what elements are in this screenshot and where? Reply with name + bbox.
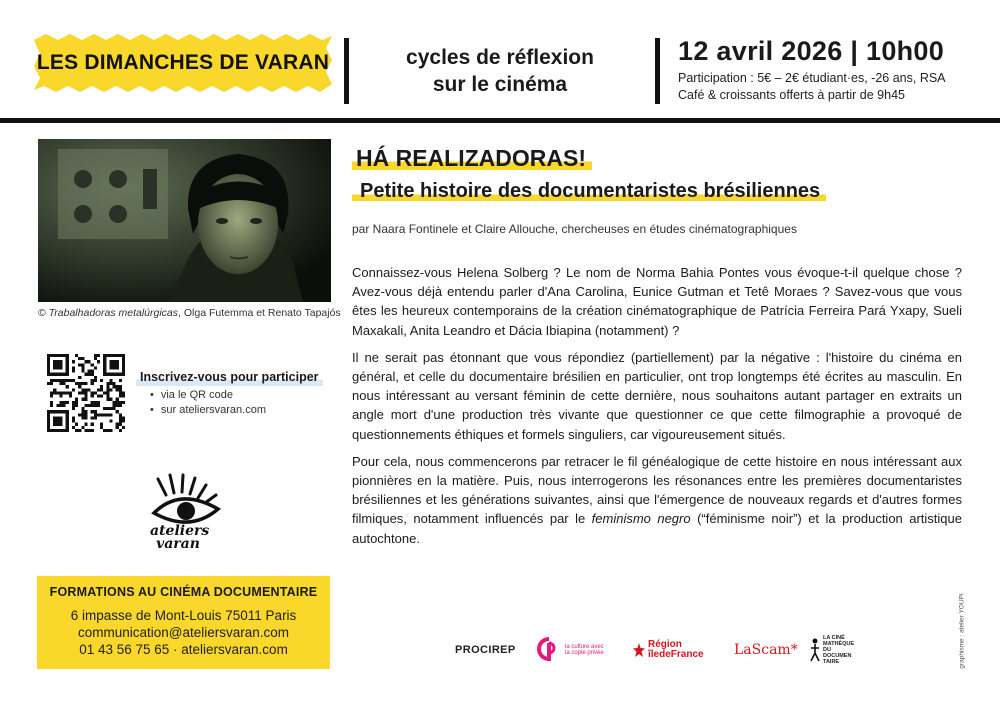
- ateliers-varan-wordmark: [150, 523, 210, 552]
- film-still-photo: [38, 139, 331, 302]
- cine-line: DOCUMEN: [823, 653, 852, 659]
- film-still-illustration: [38, 139, 331, 302]
- procirep-label: PROCIREP: [455, 644, 516, 656]
- article-subtitle: Petite histoire des documentaristes brésiliennes: [352, 180, 826, 203]
- formations-phone-web[interactable]: 01 43 56 75 65 · ateliersvaran.com: [79, 642, 288, 657]
- formations-title: FORMATIONS AU CINÉMA DOCUMENTAIRE: [49, 585, 318, 599]
- copie-privee-logo: [537, 630, 604, 670]
- lascam-logo: [734, 630, 798, 670]
- tagline-line-2: sur le cinéma: [432, 73, 568, 96]
- caption-film-title: Trabalhadoras metalúrgicas: [48, 307, 179, 319]
- copie-line-2: la copie privée: [565, 650, 604, 656]
- formations-email[interactable]: communication@ateliersvaran.com: [77, 625, 290, 640]
- signup-item[interactable]: • sur ateliersvaran.com: [150, 403, 266, 418]
- varan-sundays-logo: [34, 34, 332, 92]
- copie-privee-text: [565, 644, 604, 657]
- participation-info: [678, 70, 946, 104]
- cinematheque-text: [823, 635, 854, 665]
- paragraph-2: Il ne serait pas étonnant que vous répondiez (partiellement) par la négative : l'histoire du cinéma en général, et celle du documentaire brésilien en particulier, ont trop longtemps été écrites au masculin. En nous intéressant au versant féminin de cette dernière, nous souhaitons autant partager en extraits un angle mort d'une production très vivante que questionner ce que cette filmographie a provoqué de questionnements éthiques et formels singuliers, car vigoureusement situés.: [352, 349, 962, 442]
- tagline-line-1: cycles de réflexion: [406, 46, 594, 69]
- event-date: 12 avril 2026 | 10h00: [678, 36, 945, 66]
- copie-line-1: la culture avec: [565, 643, 604, 650]
- cine-line: DU: [823, 647, 831, 653]
- photo-caption: [38, 307, 341, 319]
- participation-price: Participation : 5€ – 2€ étudiant·es, -26 ans, RSA: [678, 71, 946, 85]
- cine-line: TAIRE: [823, 659, 840, 665]
- cine-line: LA CINÉ: [823, 635, 845, 641]
- design-credit-text: graphisme : atelier YOUPI: [958, 593, 966, 669]
- copie-privee-icon: [537, 637, 561, 663]
- cine-line: MATHÈQUE: [823, 641, 855, 647]
- series-tagline: [390, 44, 610, 98]
- signup-title: Inscrivez-vous pour participer: [136, 370, 323, 386]
- region-idf-logo: [633, 630, 704, 670]
- signup-list: [150, 388, 266, 418]
- cafe-info: Café & croissants offerts à partir de 9h45: [678, 88, 905, 102]
- paragraph-3-part-a: Pour cela, nous commencerons par retracer le fil généalogique de cette histoire en nous intéressant aux pionnières en la matière. Puis, nous interrogerons les résonances entre les premières documentaristes brésiliennes et les générations suivantes, ainsi que l'émergence de nouveaux regards et d'autres formes filmiques, notamment influencés par le: [352, 453, 962, 527]
- region-star-icon: [633, 643, 645, 657]
- article-byline: par Naara Fontinele et Claire Allouche, chercheuses en études cinématographiques: [352, 222, 797, 236]
- procirep-logo: [455, 630, 516, 670]
- cinematheque-figure-icon: [810, 638, 820, 662]
- design-credit: [957, 592, 967, 670]
- partner-logos: [455, 630, 875, 670]
- header-divider: [344, 38, 349, 104]
- caption-prefix: ©: [38, 307, 49, 319]
- formations-box: [37, 576, 330, 669]
- wordmark-line-2: varan: [156, 536, 200, 552]
- qr-code[interactable]: [47, 354, 125, 432]
- paragraph-3-emphasis: feminismo negro: [591, 511, 691, 527]
- cinematheque-logo: [810, 630, 854, 670]
- region-text: [648, 640, 704, 661]
- region-line-1: Région: [648, 638, 682, 650]
- article-title: HÁ REALIZADORAS!: [352, 145, 592, 172]
- region-line-2: îledeFrance: [648, 649, 704, 660]
- paragraph-3-part-b: (“féminisme noir”) et la production artistique autochtone.: [352, 511, 962, 546]
- formations-address: 6 impasse de Mont-Louis 75011 Paris: [70, 608, 297, 623]
- paragraph-3: [352, 452, 962, 548]
- lascam-label: LaScam*: [734, 642, 798, 658]
- header-divider-2: [655, 38, 660, 104]
- signup-item: • via le QR code: [150, 388, 266, 403]
- wordmark-line-1: ateliers: [150, 523, 210, 539]
- header-rule: [0, 118, 1000, 123]
- paragraph-1: Connaissez-vous Helena Solberg ? Le nom de Norma Bahia Pontes vous évoque-t-il quelque chose ? Avez-vous déjà entendu parler d'Ana Carolina, Eunice Gutman et Tetê Moraes ? Savez-vous que vous êtes les heureux contemporains de la création cinématographique de Patrícia Ferreira Pará Yxapy, Sueli Maxakali, Anita Leandro et Dácia Ibiapina (notamment) ?: [352, 265, 962, 338]
- logo-label: LES DIMANCHES DE VARAN: [36, 51, 330, 74]
- article-body: [352, 263, 962, 556]
- caption-credits: , Olga Futemma et Renato Tapajós: [178, 307, 341, 319]
